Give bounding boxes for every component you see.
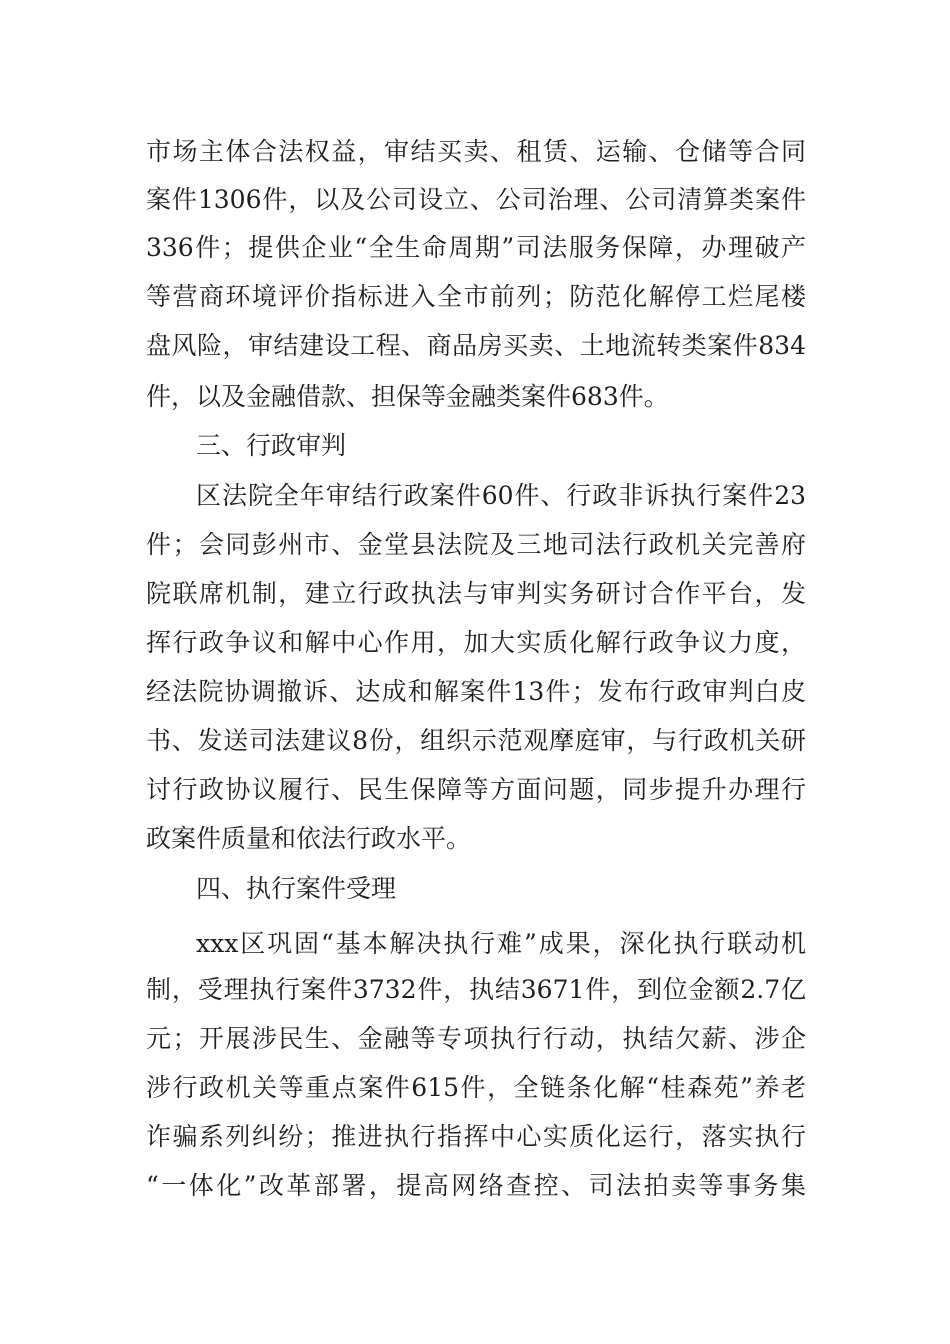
section-heading: 四、执行案件受理	[196, 874, 397, 903]
paragraph-line: 区法院全年审结行政案件60件、行政非诉执行案件23	[196, 481, 806, 510]
paragraph-line: 政案件质量和依法行政水平。	[146, 824, 472, 853]
paragraph-line: 盘风险，审结建设工程、商品房买卖、土地流转类案件834	[146, 331, 806, 360]
section-heading: 三、行政审判	[196, 431, 347, 460]
paragraph-line: “一体化”改革部署，提高网络查控、司法拍卖等事务集	[146, 1171, 806, 1200]
paragraph-line: 讨行政协议履行、民生保障等方面问题，同步提升办理行	[146, 775, 806, 804]
paragraph-line: 件；会同彭州市、金堂县法院及三地司法行政机关完善府	[146, 530, 806, 559]
paragraph-line: 件，以及金融借款、担保等金融类案件683件。	[146, 382, 669, 411]
paragraph-line: 案件1306件，以及公司设立、公司治理、公司清算类案件	[146, 185, 806, 214]
paragraph-line: 涉行政机关等重点案件615件，全链条化解“桂森苑”养老	[146, 1073, 806, 1102]
paragraph-line: xxx区巩固“基本解决执行难”成果，深化执行联动机	[196, 929, 806, 958]
paragraph-line: 市场主体合法权益，审结买卖、租赁、运输、仓储等合同	[146, 137, 806, 166]
paragraph-line: 书、发送司法建议8份，组织示范观摩庭审，与行政机关研	[146, 726, 806, 755]
paragraph-line: 挥行政争议和解中心作用，加大实质化解行政争议力度，	[146, 628, 806, 657]
paragraph-line: 制，受理执行案件3732件，执结3671件，到位金额2.7亿	[146, 975, 806, 1004]
paragraph-line: 经法院协调撤诉、达成和解案件13件；发布行政审判白皮	[146, 677, 806, 706]
paragraph-line: 元；开展涉民生、金融等专项执行行动，执结欠薪、涉企	[146, 1024, 806, 1053]
paragraph-line: 诈骗系列纠纷；推进执行指挥中心实质化运行，落实执行	[146, 1122, 806, 1151]
paragraph-line: 等营商环境评价指标进入全市前列；防范化解停工烂尾楼	[146, 282, 806, 311]
paragraph-line: 336件；提供企业“全生命周期”司法服务保障，办理破产	[146, 233, 806, 262]
paragraph-line: 院联席机制，建立行政执法与审判实务研讨合作平台，发	[146, 579, 806, 608]
